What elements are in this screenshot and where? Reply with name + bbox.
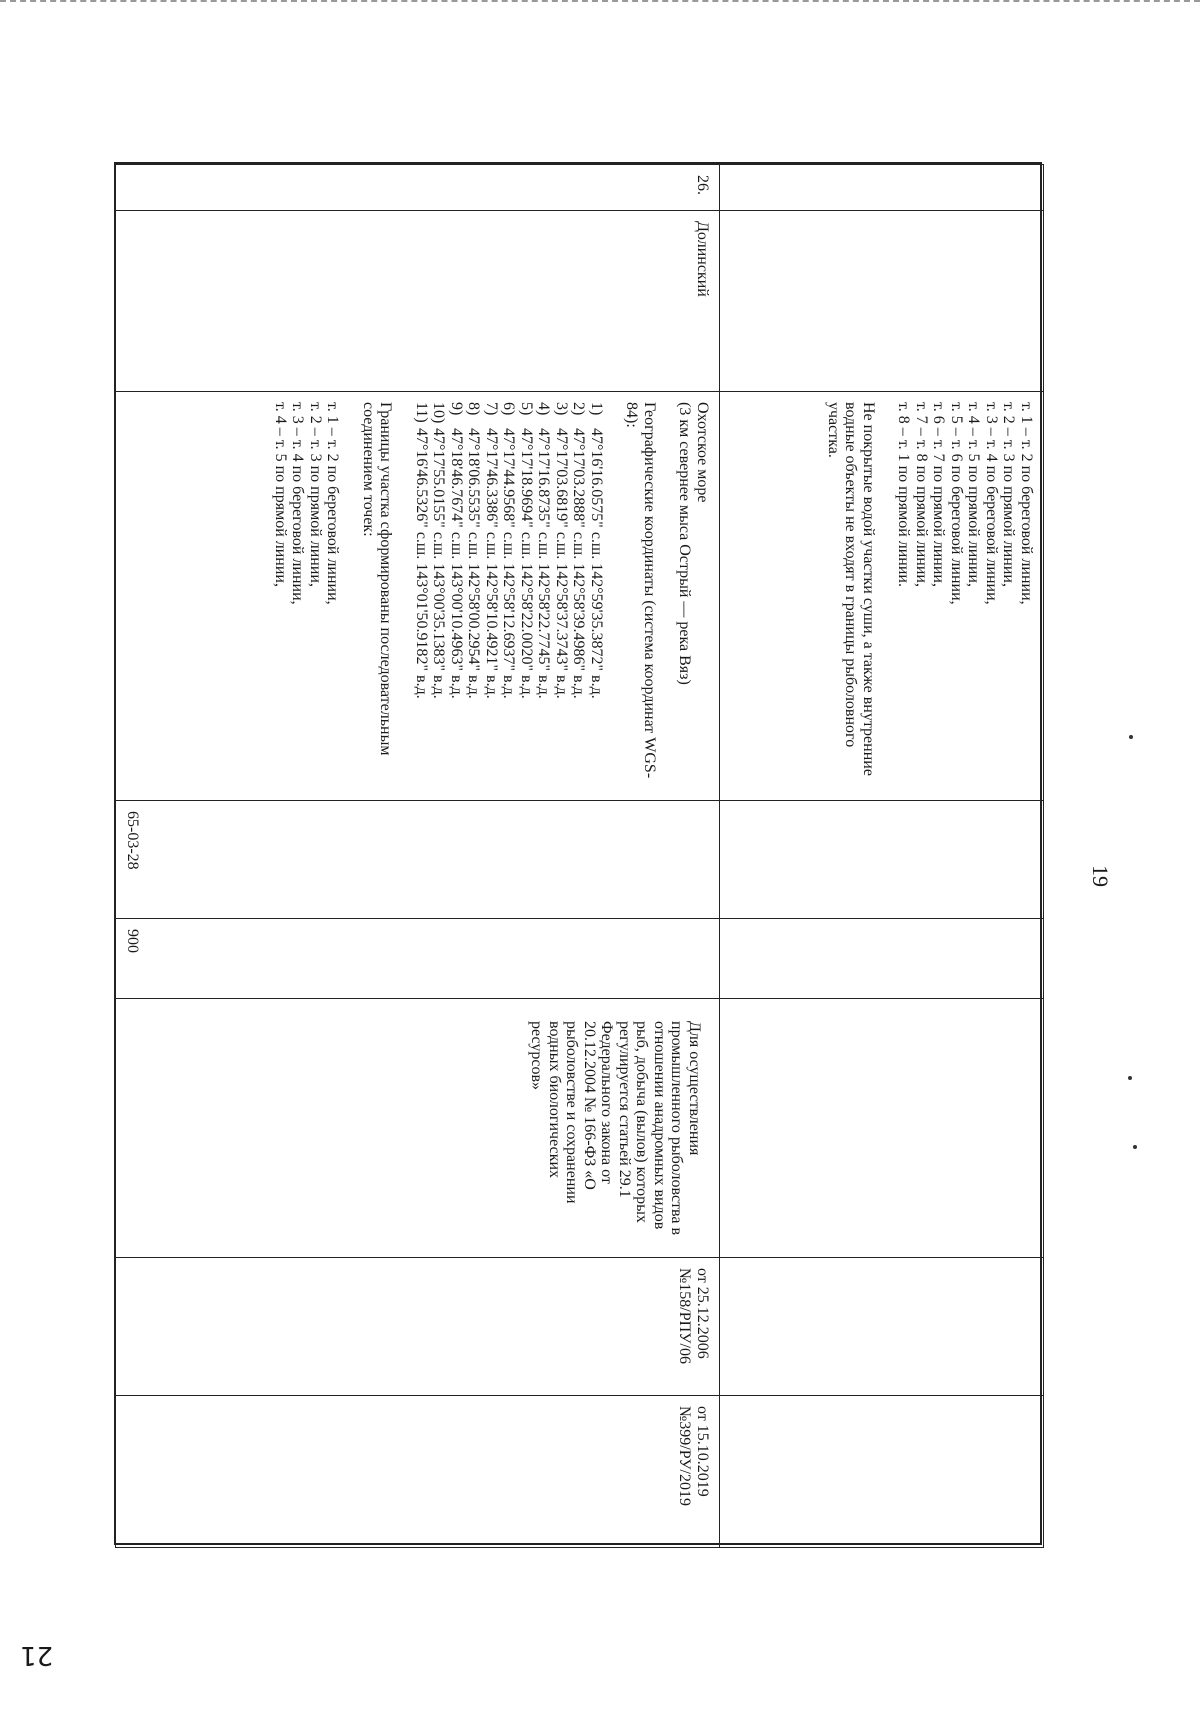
cell-doc1 [116, 1258, 720, 1396]
coordinate-row [430, 402, 448, 790]
coordinate-index: 6) [500, 402, 518, 416]
table-row-previous [720, 165, 1044, 1548]
register-table [114, 162, 1042, 1545]
exclusion-note: Не покрытые водой участки суши, а также внутренние водные объекты не входят в границы рыболовного участка. [825, 402, 877, 776]
coordinate-row [535, 402, 553, 790]
page-number: 19 [1088, 865, 1113, 887]
cell-code-prev [720, 801, 1044, 919]
boundary-line: т. 1 – т. 2 по береговой линии, [1018, 402, 1035, 605]
location-title: Охотское море [694, 402, 711, 503]
coordinate-value: 47°17'16.8735" с.ш. 142°58'22.7745" в.д. [535, 428, 553, 699]
boundary-line: т. 8 – т. 1 по прямой линии. [895, 402, 913, 587]
coordinate-row [570, 402, 588, 790]
boundary-line: т. 4 – т. 5 по прямой линии, [272, 402, 289, 587]
cell-code [116, 801, 720, 919]
cell-area [116, 919, 720, 999]
coordinate-row [413, 402, 431, 790]
coordinate-row [448, 402, 466, 790]
coordinate-index: 1) [588, 402, 605, 416]
coordinate-value: 47°17'03.2888" с.ш. 142°58'39.4986" в.д. [570, 428, 588, 699]
doc2-number: №399/РУ/2019 [676, 1406, 694, 1506]
site-area: 900 [124, 929, 142, 953]
boundary-line: т. 6 – т. 7 по прямой линии, [930, 402, 948, 587]
location-subtitle: (3 км севернее мыса Острый — река Вяз) [676, 402, 694, 685]
cell-purpose-prev [720, 999, 1044, 1258]
coordinate-row [483, 402, 501, 790]
site-code: 65-03-28 [124, 811, 142, 870]
coordinate-index: 8) [465, 402, 483, 416]
cell-doc2 [116, 1396, 720, 1548]
scan-speck [1133, 1145, 1137, 1149]
cell-doc1-prev [720, 1258, 1044, 1396]
cell-purpose: Для осуществления промышленного рыболовства в отношении анадромных видов рыб, добыча (вылов) которых регулируется статьей 29.1 Федерального закона от 20.12.2004 № 166-ФЗ «О рыболовстве и сохранении водных биологических ресурсов» [116, 999, 720, 1258]
coordinate-value: 47°17'44.9568" с.ш. 142°58'12.6937" в.д. [500, 428, 518, 699]
scan-speck [1128, 1076, 1132, 1080]
cell-area-prev [720, 919, 1044, 999]
cell-number: 26. [116, 165, 720, 211]
coordinate-index: 2) [570, 402, 588, 416]
boundary-line: т. 2 – т. 3 по прямой линии, [307, 402, 324, 587]
coordinate-row [465, 402, 483, 790]
coordinate-row [500, 402, 518, 790]
cell-district: Долинский [116, 211, 720, 392]
boundary-line: т. 5 – т. 6 по береговой линии, [948, 402, 965, 605]
boundary-line: т. 2 – т. 3 по прямой линии, [1000, 402, 1018, 587]
boundary-line: т. 4 – т. 5 по прямой линии, [965, 402, 983, 587]
doc2-date: от 15.10.2019 [694, 1406, 711, 1497]
boundary-line: т. 3 – т. 4 по береговой линии, [289, 402, 307, 605]
boundary-line: т. 7 – т. 8 по прямой линии, [913, 402, 930, 587]
coordinate-row [588, 402, 606, 790]
coords-header: Географические координаты (система координат WGS-84): [623, 402, 658, 779]
coordinate-value: 47°17'55.0155" с.ш. 143°00'35.1383" в.д. [430, 428, 448, 699]
coordinate-value: 47°18'06.5535" с.ш. 142°58'00.2954" в.д. [465, 428, 483, 699]
coordinate-value: 47°16'16.0575" с.ш. 142°59'35.3872" в.д. [588, 428, 605, 699]
scan-speck [1129, 735, 1133, 739]
coordinate-index: 11) [413, 402, 430, 423]
doc1-date: от 25.12.2006 [694, 1268, 711, 1359]
coordinate-index: 5) [518, 402, 535, 416]
cell-district-prev [720, 211, 1044, 392]
coordinate-value: 47°17'46.3386" с.ш. 142°58'10.4921" в.д. [483, 428, 500, 699]
boundary-line: т. 3 – т. 4 по береговой линии, [983, 402, 1000, 605]
cell-description-prev [720, 392, 1044, 801]
coordinate-index: 7) [483, 402, 500, 416]
cell-number-prev [720, 165, 1044, 211]
cell-doc2-prev [720, 1396, 1044, 1548]
doc1-number: №158/РПУ/06 [676, 1268, 694, 1364]
coordinate-value: 47°17'18.9694" с.ш. 142°58'22.0020" в.д. [518, 428, 535, 699]
coordinate-value: 47°17'03.6819" с.ш. 142°58'37.3743" в.д. [553, 428, 570, 699]
coordinate-value: 47°18'46.7674" с.ш. 143°00'10.4963" в.д. [448, 428, 465, 699]
coordinate-value: 47°16'46.5326" с.ш. 143°01'50.9182" в.д. [413, 428, 430, 699]
coordinate-index: 10) [430, 402, 448, 424]
boundary-line: т. 1 – т. 2 по береговой линии, [324, 402, 342, 605]
table-row-26 [116, 165, 720, 1548]
cell-description [116, 392, 720, 801]
coordinate-row [553, 402, 571, 790]
boundary-header: Границы участка сформированы последовательным соединением точек: [360, 402, 395, 756]
corner-handwritten-mark: 21 [20, 1640, 54, 1670]
coordinate-index: 3) [553, 402, 570, 416]
coordinate-index: 9) [448, 402, 465, 416]
scan-top-edge [0, 0, 1200, 5]
coordinate-index: 4) [535, 402, 553, 416]
coordinate-row [518, 402, 536, 790]
coordinate-list [413, 402, 606, 790]
